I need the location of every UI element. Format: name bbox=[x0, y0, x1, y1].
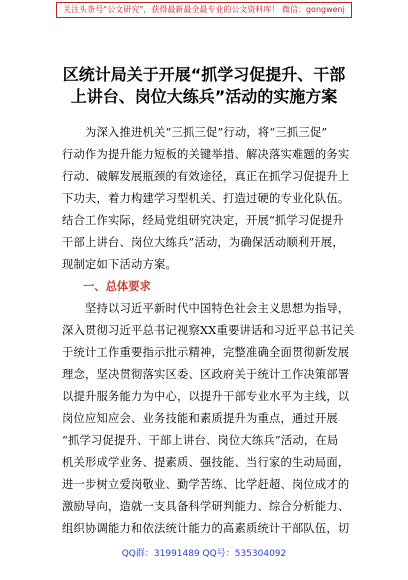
paragraph-line: 现制定如下活动方案。 bbox=[62, 258, 177, 271]
paragraph-line: 行动作为提升能力短板的关键举措、解决落实难题的务实 bbox=[62, 148, 350, 161]
document-title-line: 上讲台、岗位大练兵”活动的实施方案 bbox=[70, 87, 338, 106]
paragraph-line: 机关形成学业务、提素质、强技能、当行家的生动局面， bbox=[62, 456, 350, 469]
document-title-line: 区统计局关于开展“抓学习促提升、干部 bbox=[62, 65, 346, 84]
paragraph-line: 以提升服务能力为中心，以提升干部专业水平为主线，以 bbox=[62, 390, 350, 403]
paragraph-line: 激励导向，造就一支具备科学研判能力、综合分析能力、 bbox=[62, 500, 350, 513]
paragraph-line: 结合工作实际，经局党组研究决定，开展“抓学习促提升 bbox=[62, 214, 344, 227]
footer-contact: QQ群：31991489 QQ号：535304092 bbox=[121, 549, 287, 559]
paragraph-line: 岗位应知应会、业务技能和素质提升为重点，通过开展 bbox=[62, 412, 338, 425]
paragraph-line: 坚持以习近平新时代中国特色社会主义思想为指导， bbox=[85, 302, 350, 315]
paragraph-line: 深入贯彻习近平总书记视察XX重要讲话和习近平总书记关 bbox=[62, 324, 354, 337]
section-1-paragraph bbox=[62, 298, 354, 540]
section-heading: 一、总体要求 bbox=[83, 280, 151, 293]
paragraph-line: 干部上讲台、岗位大练兵”活动，为确保活动顺利开展， bbox=[62, 236, 344, 249]
paragraph-line: 为深入推进机关“三抓三促”行动，将“三抓三促” bbox=[85, 126, 328, 139]
intro-paragraph bbox=[62, 122, 354, 276]
header-banner: 关注头条号“公文研究”，获得最新最全最专业的公文资料库！ 微信：gongwenj bbox=[56, 2, 352, 18]
paragraph-line: 行动、破解发展瓶颈的有效途径，真正在抓学习促提升上 bbox=[62, 170, 350, 183]
paragraph-line: 进一步树立爱岗敬业、勤学苦练、比学赶超、岗位成才的 bbox=[62, 478, 350, 491]
paragraph-line: 下功夫，着力构建学习型机关、打造过硬的专业化队伍。 bbox=[62, 192, 350, 205]
paragraph-line: “抓学习促提升、干部上讲台、岗位大练兵”活动，在局 bbox=[62, 434, 339, 447]
paragraph-line: 于统计工作重要指示批示精神，完整准确全面贯彻新发展 bbox=[62, 346, 350, 359]
paragraph-line: 理念，坚决贯彻落实区委、区政府关于统计工作决策部署 bbox=[62, 368, 350, 381]
paragraph-line: 组织协调能力和依法统计能力的高素质统计干部队伍，切 bbox=[62, 522, 350, 535]
document-title bbox=[56, 64, 352, 108]
